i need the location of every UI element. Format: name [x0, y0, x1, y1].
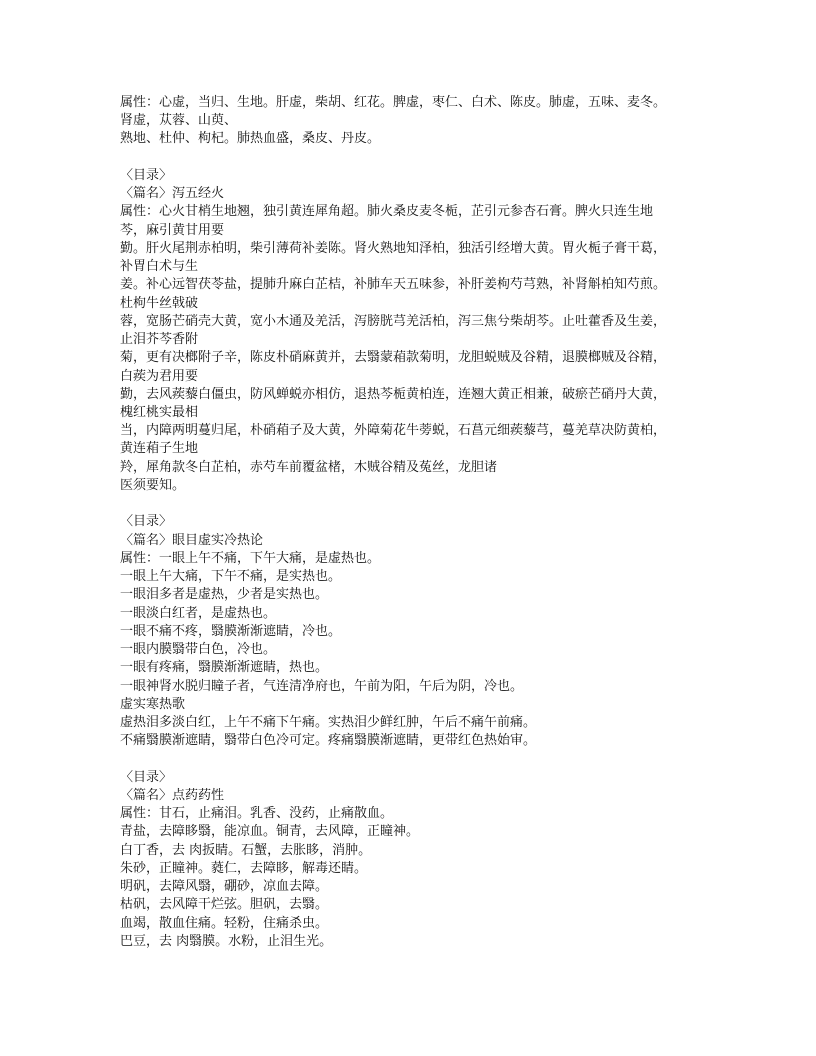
text-line: 黄连葙子生地	[120, 441, 199, 457]
text-line: 一眼不痛不疼，翳膜渐渐遮睛，冷也。	[120, 623, 342, 639]
text-line: 一眼上午大痛，下午不痛，是实热也。	[120, 569, 342, 585]
text-line: 不痛翳膜渐遮睛，翳带白色冷可定。疼痛翳膜渐遮睛，更带红色热始审。	[120, 733, 537, 749]
toc-marker: 〈目录〉	[120, 769, 173, 785]
blank-line	[120, 750, 666, 768]
text-line: 蓉，宽肠芒硝壳大黄，宽小木通及羌活，泻膀胱芎羌活柏，泻三焦兮柴胡芩。止吐藿香及生姜，	[120, 313, 667, 329]
text-line: 虚热泪多淡白红，上午不痛下午痛。实热泪少鲜红肿，午后不痛午前痛。	[120, 714, 537, 730]
chapter-title: 〈篇名〉泻五经火	[120, 186, 225, 202]
blank-line	[120, 495, 666, 513]
text-line: 属性：一眼上午不痛，下午大痛，是虚热也。	[120, 550, 381, 566]
text-line: 巴豆，去 肉翳膜。水粉，止泪生光。	[120, 933, 333, 949]
text-line: 一眼淡白红者，是虚热也。	[120, 605, 277, 621]
text-line: 当，内障两明蔓归尾，朴硝葙子及大黄，外障菊花牛蒡蜕，石菖元细蒺藜芎，蔓羌草决防黄柏，	[120, 423, 667, 439]
toc-marker: 〈目录〉	[120, 167, 173, 183]
text-line: 青盐，去障眵翳，能凉血。铜青，去风障，正瞳神。	[120, 824, 420, 840]
text-line: 属性：心火甘梢生地翘，独引黄连犀角超。肺火桑皮麦冬栀，芷引元参杏石膏。脾火只连生地	[120, 204, 654, 220]
text-line: 虚实寒热歌	[120, 696, 186, 712]
text-line: 杜枸牛丝戟破	[120, 295, 199, 311]
text-line: 一眼泪多者是虚热，少者是实热也。	[120, 587, 329, 603]
chapter-title: 〈篇名〉点药药性	[120, 787, 225, 803]
text-line: 肾虚，苁蓉、山萸、	[120, 113, 238, 129]
text-line: 属性：心虚，当归、生地。肝虚，柴胡、红花。脾虚，枣仁、白术、陈皮。肺虚，五味、麦冬。	[120, 95, 667, 110]
text-line: 羚，犀角款冬白芷柏，赤芍车前覆盆楮，木贼谷精及菟丝，龙胆诸	[120, 459, 498, 475]
text-line: 止泪芥芩香附	[120, 332, 199, 348]
text-line: 菊，更有决榔附子辛，陈皮朴硝麻黄并，去翳蒙葙款菊明，龙胆蜕贼及谷精，退膜榔贼及谷精，	[120, 350, 667, 366]
chapter-title: 〈篇名〉眼目虚实冷热论	[120, 532, 264, 548]
text-line: 勤。肝火尾荆赤柏明，柴引薄荷补姜陈。肾火熟地知泽柏，独活引经增大黄。胃火栀子膏干葛，	[120, 240, 667, 256]
text-line: 枯矾，去风障干烂弦。胆矾，去翳。	[120, 897, 329, 913]
text-line: 勤，去风蒺藜白僵虫，防风蝉蜕亦相仿，退热芩栀黄柏连，连翘大黄正相兼，破瘀芒硝丹大黄，	[120, 386, 667, 402]
text-line: 槐红桃实最相	[120, 404, 199, 420]
text-line: 朱砂，正瞳神。蕤仁，去障眵，解毒还睛。	[120, 860, 368, 876]
text-line: 姜。补心远智茯苓盐，提肺升麻白芷桔，补肺车天五味参，补肝姜枸芍芎熟，补肾斛柏知芍煎。	[120, 277, 667, 293]
text-line: 血竭，散血住痛。轻粉，住痛杀虫。	[120, 915, 329, 931]
text-line: 白丁香，去 肉扳睛。石蟹，去胀眵，消肿。	[120, 842, 372, 858]
toc-marker: 〈目录〉	[120, 514, 173, 530]
text-line: 白蒺为君用要	[120, 368, 199, 384]
text-line: 熟地、杜仲、枸杞。肺热血盛，桑皮、丹皮。	[120, 131, 381, 147]
text-line: 一眼有疼痛，翳膜渐渐遮睛，热也。	[120, 660, 329, 676]
text-line: 补胃白术与生	[120, 259, 199, 275]
text-line: 医须要知。	[120, 477, 186, 493]
document-page	[120, 94, 666, 951]
text-line: 属性：甘石，止痛泪。乳香、没药，止痛散血。	[120, 806, 394, 822]
blank-line	[120, 149, 666, 167]
text-line: 明矾，去障风翳，硼砂，凉血去障。	[120, 879, 329, 895]
text-line: 一眼神肾水脱归瞳子者，气连清净府也，午前为阳，午后为阴，冷也。	[120, 678, 524, 694]
text-line: 芩，麻引黄甘用要	[120, 222, 225, 238]
text-line: 一眼内膜翳带白色，冷也。	[120, 642, 277, 658]
